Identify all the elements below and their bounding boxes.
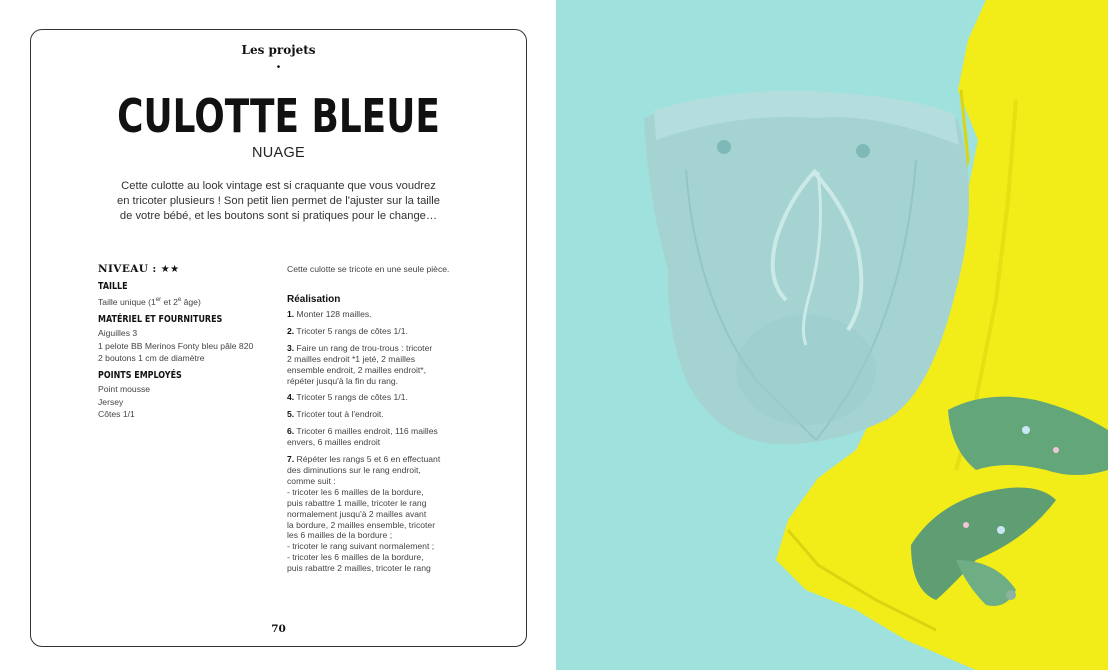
step-line: 2. Tricoter 5 rangs de côtes 1/1. (287, 325, 408, 336)
materials-heading: MATÉRIEL ET FOURNITURES (98, 314, 223, 326)
step-line: normalement jusqu'à 2 mailles avant (287, 508, 427, 519)
step-line: - tricoter les 6 mailles de la bordure, (287, 552, 424, 563)
page-title: CULOTTE BLEUE (117, 89, 440, 143)
step-line: 7. Répéter les rangs 5 et 6 en effectuant (287, 454, 441, 465)
step-line: - tricoter le rang suivant normalement ; (287, 541, 435, 552)
materials-item: 1 pelote BB Merinos Fonty bleu pâle 820 (98, 340, 254, 351)
page-number: 70 (271, 623, 286, 635)
stitches-item: Jersey (98, 396, 124, 407)
materials-item: Aiguilles 3 (98, 328, 138, 339)
step-number: 6. (287, 426, 295, 437)
stitches-item: Point mousse (98, 384, 151, 395)
step-line: envers, 6 mailles endroit (287, 437, 381, 448)
stitches-heading: POINTS EMPLOYÉS (98, 370, 182, 382)
photo-illustration (556, 0, 1108, 670)
step-line: comme suit : (287, 475, 336, 486)
section-bullet: • (276, 62, 281, 73)
size-value: Taille unique (1er et 2e âge) (98, 296, 201, 307)
step-line: 1. Monter 128 mailles. (287, 309, 372, 319)
step-line: répéter jusqu'à la fin du rang. (287, 375, 399, 386)
step-number: 7. (287, 454, 295, 465)
product-photo (556, 0, 1108, 670)
intro-line: de votre bébé, et les boutons sont si pratiques pour le change… (119, 210, 438, 222)
step-line: puis rabattre 1 maille, tricoter le rang (287, 497, 427, 508)
step-item (287, 454, 462, 574)
level (98, 263, 278, 275)
size-heading: TAILLE (98, 281, 128, 292)
step-line: 6. Tricoter 6 mailles endroit, 116 mailles (287, 426, 438, 437)
step-number: 4. (287, 392, 295, 403)
materials-item: 2 boutons 1 cm de diamètre (98, 353, 205, 364)
info-column (98, 263, 278, 421)
step-number: 5. (287, 409, 295, 420)
intro-line: Cette culotte au look vintage est si craquante que vous voudrez (121, 180, 436, 192)
step-line: des diminutions sur le rang endroit, (287, 464, 421, 475)
step-item (287, 409, 462, 420)
page-subtitle: NUAGE (251, 145, 306, 161)
section-label: Les projets (241, 43, 316, 57)
level-label: NIVEAU : (98, 263, 157, 275)
step-item (287, 343, 462, 387)
step-line: 3. Faire un rang de trou-trous : tricoter (287, 342, 433, 353)
step-item (287, 392, 462, 403)
step-item (287, 309, 462, 320)
step-item (287, 426, 462, 448)
construction-note: Cette culotte se tricote en une seule pièce. (287, 264, 450, 274)
step-line: la bordure, 2 mailles ensemble, tricoter (287, 519, 436, 530)
step-line: les 6 mailles de la bordure ; (287, 530, 393, 541)
step-number: 2. (287, 325, 295, 336)
realisation-heading: Réalisation (287, 294, 341, 305)
step-line: 2 mailles endroit *1 jeté, 2 mailles (287, 353, 416, 364)
stitches-item: Côtes 1/1 (98, 409, 135, 420)
step-line: ensemble endroit, 2 mailles endroit*, (287, 364, 427, 375)
level-stars: ★★ (160, 264, 180, 275)
step-line: 4. Tricoter 5 rangs de côtes 1/1. (287, 392, 408, 403)
step-number: 3. (287, 342, 295, 353)
intro-line: en tricoter plusieurs ! Son petit lien permet de l'ajuster sur la taille (116, 195, 440, 207)
step-line: - tricoter les 6 mailles de la bordure, (287, 486, 424, 497)
step-line: puis rabattre 2 mailles, tricoter le rang (287, 563, 431, 574)
instructions-column (287, 263, 462, 580)
button-icon (717, 140, 731, 154)
step-item (287, 326, 462, 337)
steps-list (287, 309, 462, 574)
intro-text (100, 179, 457, 224)
step-number: 1. (287, 309, 295, 319)
step-line: 5. Tricoter tout à l'endroit. (287, 409, 384, 420)
button-icon (1006, 590, 1016, 600)
button-icon (856, 144, 870, 158)
